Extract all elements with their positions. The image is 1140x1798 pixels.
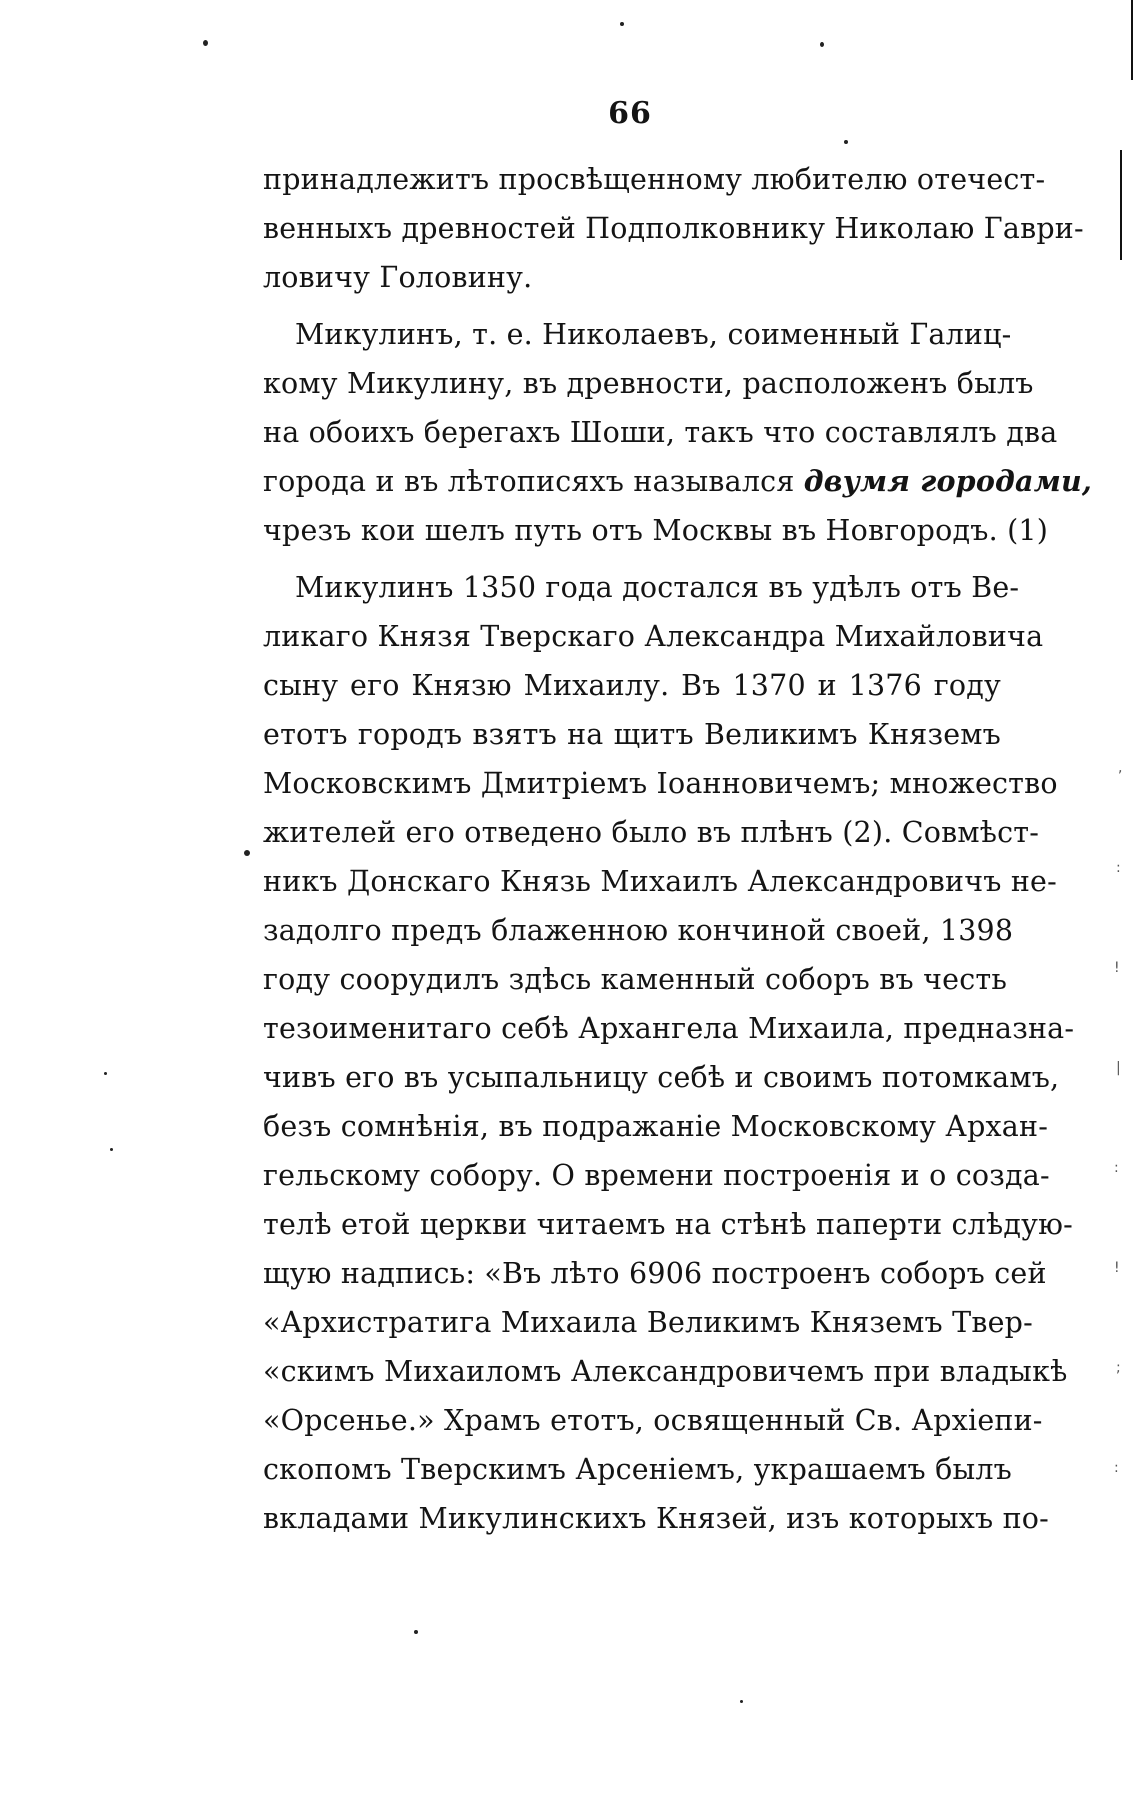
emphasis-text: двумя городами,: [803, 464, 1093, 498]
text-line: году соорудилъ здѣсь каменный соборъ въ честь: [263, 963, 1008, 996]
scan-speck: [740, 1700, 743, 1703]
page-edge-mark: ,: [1118, 760, 1123, 776]
text-line: тезоименитаго себѣ Архангела Михаила, предназна-: [263, 1012, 1075, 1045]
text-line: жителей его отведено было въ плѣнъ (2). Совмѣст-: [263, 816, 1040, 849]
text-line: задолго предъ блаженною кончиной своей, 1398: [263, 914, 1014, 947]
text-line: венныхъ древностей Подполковнику Николаю Гаври-: [263, 212, 1084, 245]
page-edge-mark: |: [1116, 1060, 1121, 1076]
text-line: «Архистратига Михаила Великимъ Княземъ Твер-: [263, 1306, 1033, 1339]
text-line: телѣ етой церкви читаемъ на стѣнѣ паперти слѣдую-: [263, 1208, 1073, 1241]
page-edge-mark: :: [1116, 860, 1121, 876]
page-edge-mark: !: [1114, 960, 1120, 976]
page-edge-mark: :: [1114, 1160, 1119, 1176]
scan-speck: [244, 850, 250, 856]
text-line: принадлежитъ просвѣщенному любителю отечест-: [263, 163, 1046, 196]
body-text: [263, 155, 1093, 1543]
text-line: ликаго Князя Тверскаго Александра Михайловича: [263, 620, 1044, 653]
text-line: ловичу Головину.: [263, 261, 533, 294]
page-edge-line: [1131, 0, 1133, 80]
scan-speck: [820, 42, 824, 47]
text-line: «Орсенье.» Храмъ етотъ, освященный Св. Архіепи-: [263, 1404, 1043, 1437]
text-line: щую надпись: «Въ лѣто 6906 построенъ соборъ сей: [263, 1257, 1047, 1290]
text-line: сыну его Князю Михаилу. Въ 1370 и 1376 году: [263, 669, 1001, 702]
scan-speck: [203, 40, 208, 46]
text-line: кому Микулину, въ древности, расположенъ былъ: [263, 367, 1034, 400]
text-line: чивъ его въ усыпальницу себѣ и своимъ потомкамъ,: [263, 1061, 1060, 1094]
page-edge-line: [1120, 150, 1122, 260]
text-line: етотъ городъ взятъ на щитъ Великимъ Княземъ: [263, 718, 1001, 751]
scan-speck: [844, 140, 848, 144]
scan-speck: [620, 22, 624, 26]
text-line: безъ сомнѣнія, въ подражаніе Московскому Архан-: [263, 1110, 1049, 1143]
page-number: 66: [608, 96, 652, 131]
text-line: города и въ лѣтописяхъ назывался двумя городами,: [263, 464, 1093, 498]
page-edge-mark: !: [1114, 1260, 1120, 1276]
text-line: Московскимъ Дмитріемъ Іоанновичемъ; множество: [263, 767, 1058, 800]
text-line: никъ Донскаго Князь Михаилъ Александровичъ не-: [263, 865, 1057, 898]
text-line: скопомъ Тверскимъ Арсеніемъ, украшаемъ былъ: [263, 1453, 1013, 1486]
text-line: Микулинъ, т. е. Николаевъ, соименный Галиц-: [295, 318, 1012, 351]
text-line: чрезъ кои шелъ путь отъ Москвы въ Новгородъ. (1): [263, 514, 1049, 547]
scan-speck: [110, 1148, 113, 1151]
scan-speck: [104, 1072, 107, 1075]
text-line: Микулинъ 1350 года достался въ удѣлъ отъ Ве-: [295, 571, 1020, 604]
text-line: на обоихъ берегахъ Шоши, такъ что составлялъ два: [263, 416, 1058, 449]
text-line: гельскому собору. О времени построенія и о созда-: [263, 1159, 1050, 1192]
text-line: «скимъ Михаиломъ Александровичемъ при владыкѣ: [263, 1355, 1068, 1388]
text-line: вкладами Микулинскихъ Князей, изъ которыхъ по-: [263, 1502, 1049, 1535]
scan-speck: [414, 1630, 418, 1634]
page-edge-mark: :: [1114, 1460, 1119, 1476]
page-edge-mark: ;: [1116, 1360, 1121, 1376]
